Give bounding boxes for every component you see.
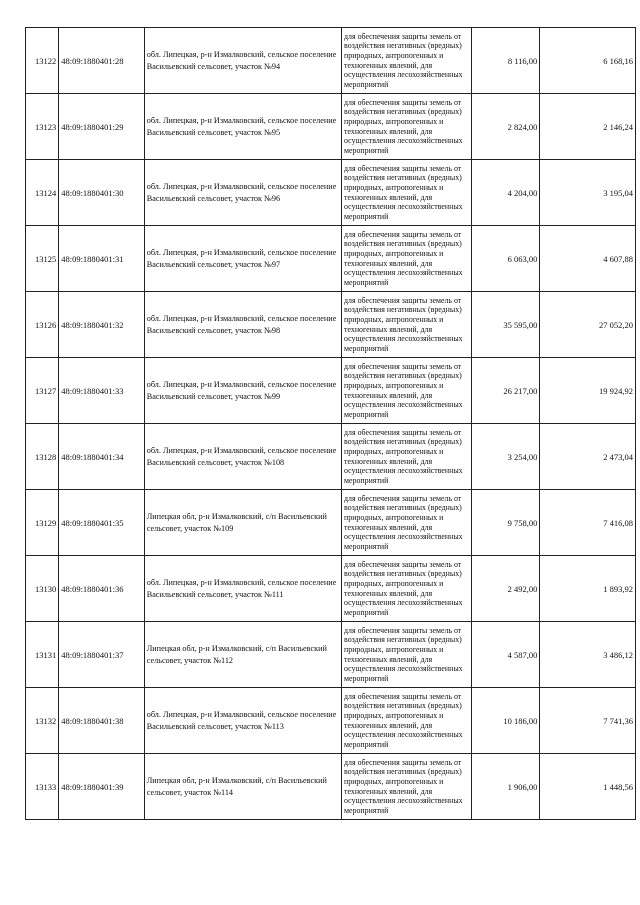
plot-area: 6 063,00	[471, 226, 539, 292]
cadastral-value: 2 473,04	[540, 424, 636, 490]
land-purpose: для обеспечения защиты земель от воздействия негативных (вредных) природных, антропогенных и техногенных явлений, для осуществления лесохозяйственных мероприятий	[342, 754, 472, 820]
plot-address: обл. Липецкая, р-н Измалковский, сельское поселение Васильевский сельсовет, участок №97	[144, 226, 341, 292]
table-body	[26, 28, 636, 820]
cadastral-number: 48:09:1880401:30	[59, 160, 145, 226]
plot-address: обл. Липецкая, р-н Измалковский, сельское поселение Васильевский сельсовет, участок №94	[144, 28, 341, 94]
cadastral-value: 27 052,20	[540, 292, 636, 358]
plot-address: обл. Липецкая, р-н Измалковский, сельское поселение Васильевский сельсовет, участок №98	[144, 292, 341, 358]
table-row	[26, 292, 636, 358]
plot-area: 2 824,00	[471, 94, 539, 160]
land-purpose: для обеспечения защиты земель от воздействия негативных (вредных) природных, антропогенных и техногенных явлений, для осуществления лесохозяйственных мероприятий	[342, 622, 472, 688]
table-row	[26, 160, 636, 226]
land-registry-table	[25, 27, 636, 820]
land-purpose: для обеспечения защиты земель от воздействия негативных (вредных) природных, антропогенных и техногенных явлений, для осуществления лесохозяйственных мероприятий	[342, 424, 472, 490]
plot-area: 10 186,00	[471, 688, 539, 754]
row-number: 13123	[26, 94, 59, 160]
land-purpose: для обеспечения защиты земель от воздействия негативных (вредных) природных, антропогенных и техногенных явлений, для осуществления лесохозяйственных мероприятий	[342, 358, 472, 424]
land-purpose: для обеспечения защиты земель от воздействия негативных (вредных) природных, антропогенных и техногенных явлений, для осуществления лесохозяйственных мероприятий	[342, 28, 472, 94]
land-purpose: для обеспечения защиты земель от воздействия негативных (вредных) природных, антропогенных и техногенных явлений, для осуществления лесохозяйственных мероприятий	[342, 94, 472, 160]
row-number: 13127	[26, 358, 59, 424]
plot-area: 8 116,00	[471, 28, 539, 94]
cadastral-number: 48:09:1880401:29	[59, 94, 145, 160]
cadastral-value: 1 448,56	[540, 754, 636, 820]
table-row	[26, 226, 636, 292]
table-row	[26, 556, 636, 622]
plot-address: обл. Липецкая, р-н Измалковский, сельское поселение Васильевский сельсовет, участок №95	[144, 94, 341, 160]
cadastral-number: 48:09:1880401:33	[59, 358, 145, 424]
cadastral-value: 6 168,16	[540, 28, 636, 94]
cadastral-value: 1 893,92	[540, 556, 636, 622]
plot-address: обл. Липецкая, р-н Измалковский, сельское поселение Васильевский сельсовет, участок №99	[144, 358, 341, 424]
plot-area: 1 906,00	[471, 754, 539, 820]
land-purpose: для обеспечения защиты земель от воздействия негативных (вредных) природных, антропогенных и техногенных явлений, для осуществления лесохозяйственных мероприятий	[342, 292, 472, 358]
plot-address: Липецкая обл, р-н Измалковский, с/п Васильевский сельсовет, участок №112	[144, 622, 341, 688]
row-number: 13124	[26, 160, 59, 226]
table-row	[26, 358, 636, 424]
plot-address: Липецкая обл, р-н Измалковский, с/п Васильевский сельсовет, участок №114	[144, 754, 341, 820]
land-purpose: для обеспечения защиты земель от воздействия негативных (вредных) природных, антропогенных и техногенных явлений, для осуществления лесохозяйственных мероприятий	[342, 688, 472, 754]
table-row	[26, 28, 636, 94]
table-row	[26, 94, 636, 160]
row-number: 13132	[26, 688, 59, 754]
plot-area: 2 492,00	[471, 556, 539, 622]
cadastral-number: 48:09:1880401:35	[59, 490, 145, 556]
cadastral-value: 7 741,36	[540, 688, 636, 754]
plot-area: 35 595,00	[471, 292, 539, 358]
row-number: 13126	[26, 292, 59, 358]
plot-area: 3 254,00	[471, 424, 539, 490]
cadastral-value: 3 195,04	[540, 160, 636, 226]
land-purpose: для обеспечения защиты земель от воздействия негативных (вредных) природных, антропогенных и техногенных явлений, для осуществления лесохозяйственных мероприятий	[342, 160, 472, 226]
plot-address: Липецкая обл, р-н Измалковский, с/п Васильевский сельсовет, участок №109	[144, 490, 341, 556]
cadastral-number: 48:09:1880401:36	[59, 556, 145, 622]
row-number: 13131	[26, 622, 59, 688]
plot-area: 4 204,00	[471, 160, 539, 226]
table-row	[26, 754, 636, 820]
row-number: 13133	[26, 754, 59, 820]
cadastral-number: 48:09:1880401:38	[59, 688, 145, 754]
cadastral-number: 48:09:1880401:34	[59, 424, 145, 490]
land-purpose: для обеспечения защиты земель от воздействия негативных (вредных) природных, антропогенных и техногенных явлений, для осуществления лесохозяйственных мероприятий	[342, 490, 472, 556]
plot-area: 26 217,00	[471, 358, 539, 424]
row-number: 13129	[26, 490, 59, 556]
row-number: 13122	[26, 28, 59, 94]
land-purpose: для обеспечения защиты земель от воздействия негативных (вредных) природных, антропогенных и техногенных явлений, для осуществления лесохозяйственных мероприятий	[342, 226, 472, 292]
table-row	[26, 490, 636, 556]
table-row	[26, 622, 636, 688]
plot-area: 4 587,00	[471, 622, 539, 688]
cadastral-number: 48:09:1880401:31	[59, 226, 145, 292]
cadastral-value: 3 486,12	[540, 622, 636, 688]
cadastral-number: 48:09:1880401:39	[59, 754, 145, 820]
cadastral-value: 4 607,88	[540, 226, 636, 292]
row-number: 13125	[26, 226, 59, 292]
table-row	[26, 688, 636, 754]
plot-address: обл. Липецкая, р-н Измалковский, сельское поселение Васильевский сельсовет, участок №108	[144, 424, 341, 490]
cadastral-value: 19 924,92	[540, 358, 636, 424]
table-row	[26, 424, 636, 490]
cadastral-number: 48:09:1880401:28	[59, 28, 145, 94]
plot-address: обл. Липецкая, р-н Измалковский, сельское поселение Васильевский сельсовет, участок №113	[144, 688, 341, 754]
row-number: 13128	[26, 424, 59, 490]
land-purpose: для обеспечения защиты земель от воздействия негативных (вредных) природных, антропогенных и техногенных явлений, для осуществления лесохозяйственных мероприятий	[342, 556, 472, 622]
plot-address: обл. Липецкая, р-н Измалковский, сельское поселение Васильевский сельсовет, участок №96	[144, 160, 341, 226]
plot-address: обл. Липецкая, р-н Измалковский, сельское поселение Васильевский сельсовет, участок №111	[144, 556, 341, 622]
cadastral-value: 7 416,08	[540, 490, 636, 556]
plot-area: 9 758,00	[471, 490, 539, 556]
cadastral-number: 48:09:1880401:37	[59, 622, 145, 688]
cadastral-number: 48:09:1880401:32	[59, 292, 145, 358]
row-number: 13130	[26, 556, 59, 622]
cadastral-value: 2 146,24	[540, 94, 636, 160]
